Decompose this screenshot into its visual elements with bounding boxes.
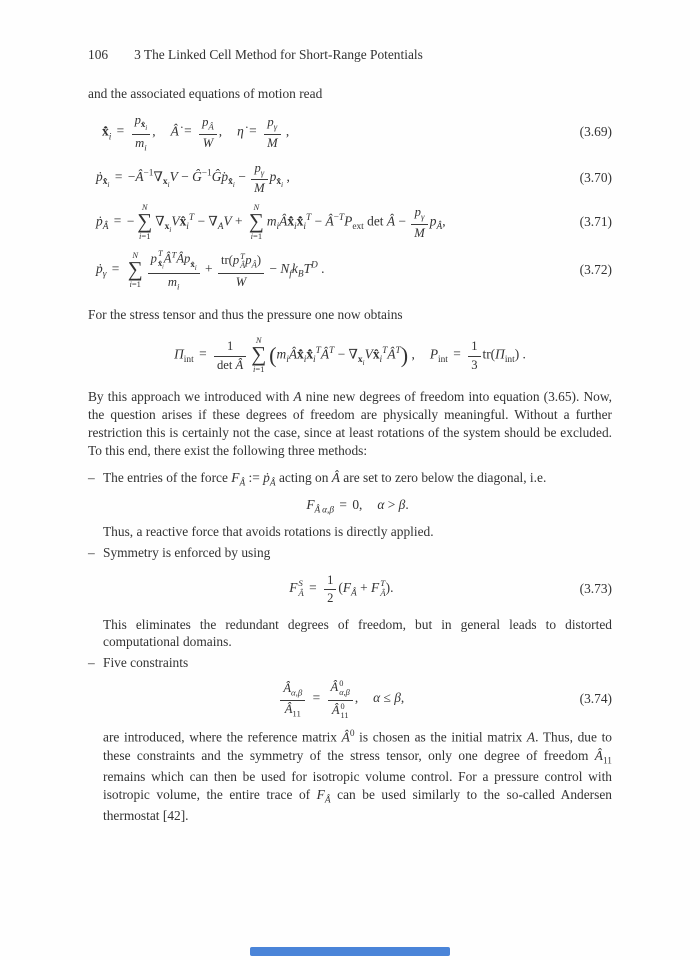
equation-tag-371: (3.71) xyxy=(579,214,612,230)
equation-369: $x̂̇_i$ = $\frac{p_{x̂_i}}{m_i}$ , Â̇ = $\frac{p_{Â}}{W}$ , η̇ = $\frac{p_\gamma}{M}$ , xyxy=(102,112,290,153)
bullet-body xyxy=(103,654,612,824)
bullet-body xyxy=(103,544,612,651)
bullet-body xyxy=(103,469,612,541)
bullet-dash: – xyxy=(88,469,95,485)
page-indicator-bar xyxy=(250,947,450,956)
body-paragraph: By this approach we introduced with A nine new degrees of freedom into equation (3.65). Now, the question arises if these degrees of freedom are physically meaningful. Without a further restriction this is certainly not the case, since at least rotations of the system should be excluded. To this end, there exist the following three methods: xyxy=(88,389,612,458)
equation-tag-373: (3.73) xyxy=(579,580,612,596)
equation-tag-374: (3.74) xyxy=(579,691,612,707)
equation-row-374 xyxy=(103,678,612,720)
bullet2-lead: Symmetry is enforced by using xyxy=(103,544,271,560)
equation-373: F S Â = $\frac{1}{2}$ ($F_{Â} + F$ T Â ). xyxy=(289,572,394,606)
equation-row-369 xyxy=(88,112,612,153)
methods-list xyxy=(88,469,612,825)
equation-tag-372: (3.72) xyxy=(579,262,612,278)
bullet1-equation-row xyxy=(103,496,612,517)
equation-370: $ṗ_{x̂_i}$ = $-Â^{-1}\nabla_{x_i}V$ − $Ĝ^{-1}Ĝ̇p_{x̂_i}$ − $\frac{p_\gamma}{M}$ $p_{x̂_i}$ , xyxy=(96,160,290,196)
equation-row-371 xyxy=(88,203,612,242)
equation-374: $\frac{Â_{\alpha,\beta}}{Â_{11}}$ = Â 0 α,β Â 0 11 , α ≤ β, xyxy=(103,678,580,720)
equation-row-373 xyxy=(103,572,612,606)
bullet2-after: This eliminates the redundant degrees of freedom, but in general leads to distorted computational domains. xyxy=(103,616,612,650)
bullet1-lead: The entries of the force $F_{Â}$ := $ṗ_{Â}$ acting on Â are set to zero below the diagonal, i.e. xyxy=(103,469,547,489)
chapter-title: 3 The Linked Cell Method for Short-Range Potentials xyxy=(134,47,423,62)
page-content xyxy=(88,46,612,828)
equation-371: $ṗ_{Â}$ = − N ∑ i=1 $\nabla_{x_i}Vx̂_i^T - \nabla_AV$ + N ∑ i=1 $m_iÂx̂̇_ix̂̇_i^T$ − $Â^{-T}P_{ext}$ det Â − $\frac{p_\gamma}{M}$ $p_{Â}$, xyxy=(96,201,446,242)
list-item-constraints xyxy=(88,654,612,824)
stress-intro-line: For the stress tensor and thus the pressure one now obtains xyxy=(88,307,403,322)
equation-block xyxy=(88,112,612,292)
stress-equation: $\Pi_{int}$ = 1 det Â N ∑ i=1 ($m_iÂx̂̇_ix̂̇_i^TÂ^T$ − $\nabla_{x_i}Vx̂_i^TÂ^T$) , $P_{int}$ = $\frac{1}{3}$ $tr(\Pi_{int})$ . xyxy=(174,334,526,375)
bullet-dash: – xyxy=(88,544,95,560)
page-number: 106 xyxy=(88,47,109,62)
stress-equation-row xyxy=(88,336,612,375)
equation-row-370 xyxy=(88,160,612,196)
bullet3-after: are introduced, where the reference matrix Â$^0$ is chosen as the initial matrix A. Thus, due to these constraints and the symmetry of the stress tensor, only one degree of freedom $Â_{11}$ remains which can then be used for isotropic volume control. For a pressure control with isotropic volume, the entire trace of $F_{Â}$ can be used similarly to the so-called Andersen thermostat [42]. xyxy=(103,729,613,823)
intro-line: and the associated equations of motion read xyxy=(88,85,323,101)
equation-tag-369: (3.69) xyxy=(579,124,612,140)
list-item-force-zero xyxy=(88,469,612,541)
equation-tag-370: (3.70) xyxy=(579,169,612,185)
bullet1-after: Thus, a reactive force that avoids rotations is directly applied. xyxy=(103,524,434,540)
equation-372: $ṗ_\gamma$ = N ∑ i=1 p T $x̂_i$ $Â^TÂp_{x̂_i}$ $m_i$ + tr(p T Â $p_{Â}$) W − $N_fk_BT^D$ . xyxy=(96,249,325,292)
list-item-symmetry xyxy=(88,544,612,651)
page-header xyxy=(88,46,612,64)
bullet-dash: – xyxy=(88,655,95,671)
equation-row-372 xyxy=(88,248,612,292)
bullet1-equation: $F_{Â \alpha,\beta} = 0$, α > β. xyxy=(306,496,409,516)
bullet3-lead: Five constraints xyxy=(103,655,189,671)
